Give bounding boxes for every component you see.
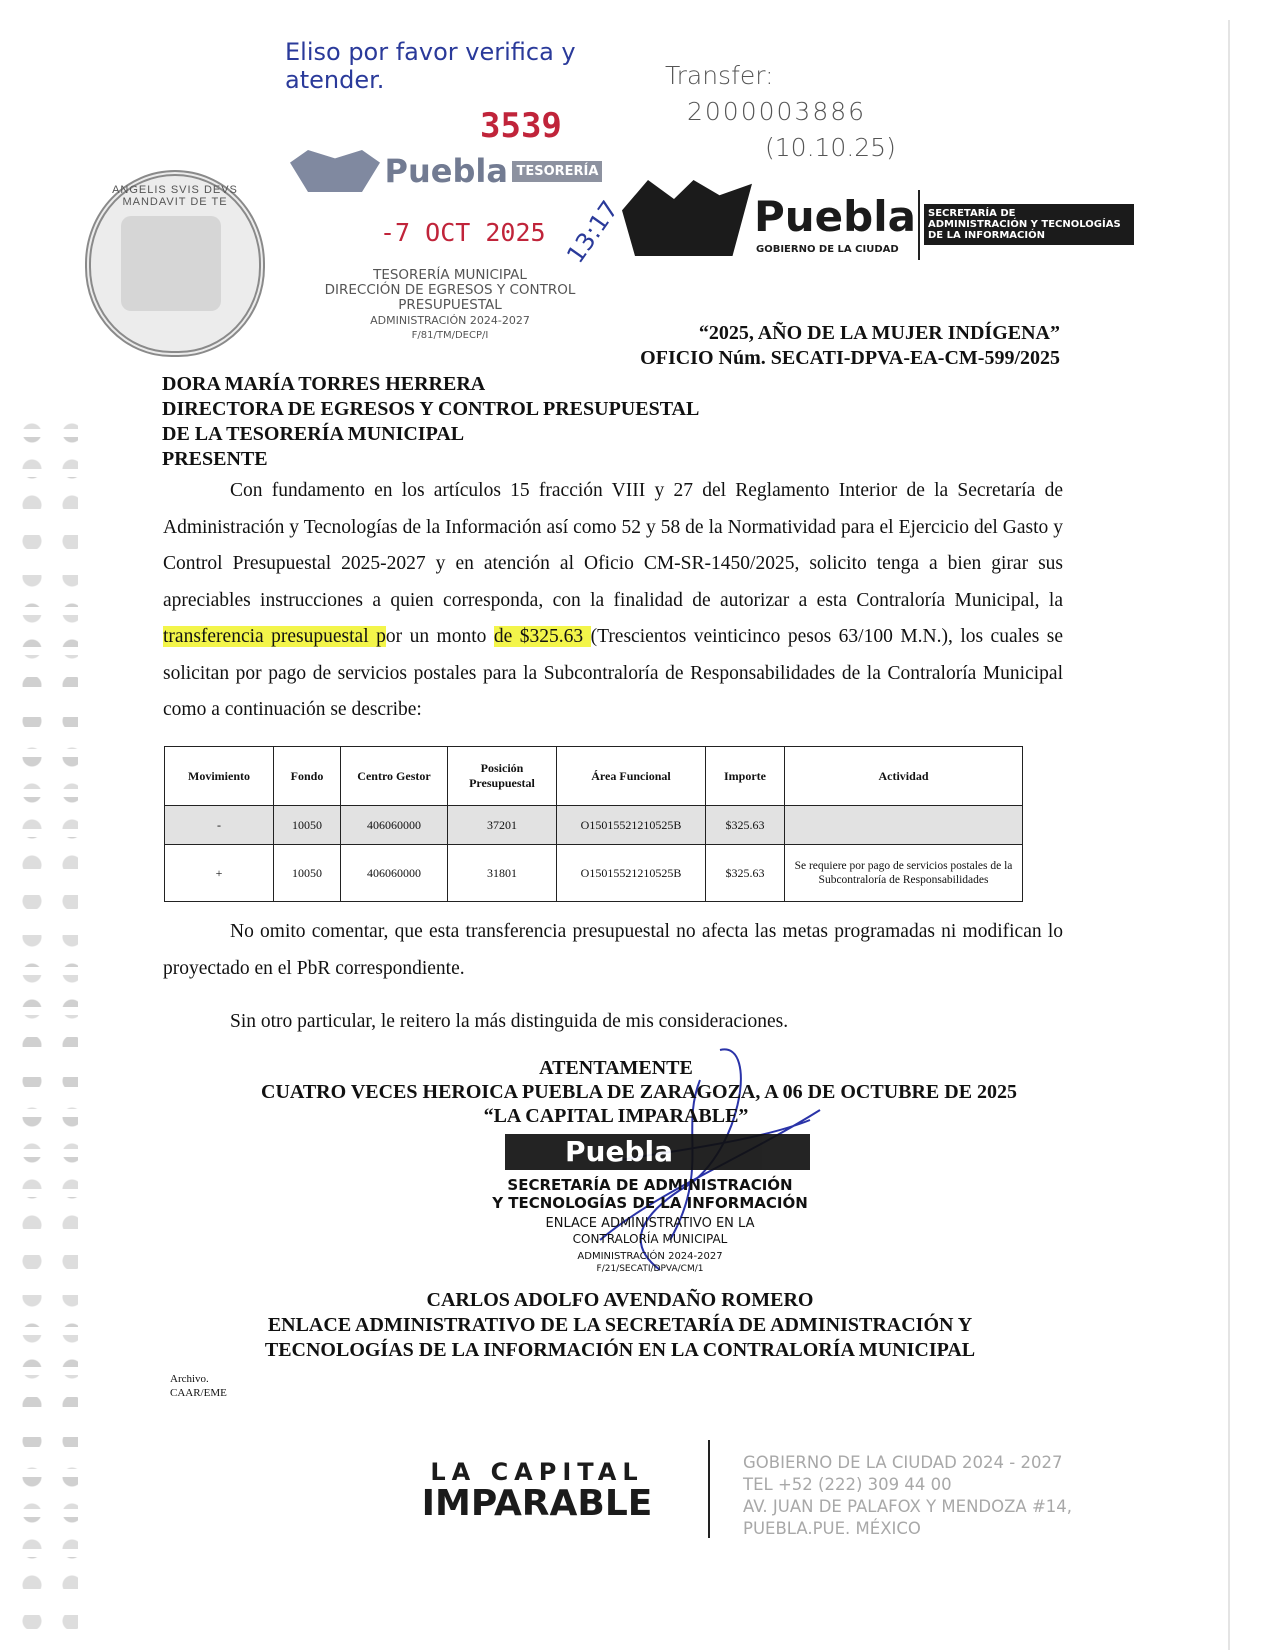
table-header-row xyxy=(165,747,1023,806)
footer-contact xyxy=(743,1452,1072,1540)
highlight-amount: de $325.63 xyxy=(493,626,591,647)
received-date-stamp: -7 OCT 2025 xyxy=(380,218,546,247)
p1-text: (Trescientos veinticinco pesos 63/100 M.N.), los cuales se solicitan por pago de servicios postales para la Subcontraloría de Responsabilidades de la Contraloría Municipal como a continuación se describe: xyxy=(163,626,1063,720)
stamp-line: TESORERÍA MUNICIPAL xyxy=(373,267,527,283)
year-motto: “2025, AÑO DE LA MUJER INDÍGENA” xyxy=(698,322,1060,344)
recipient-presente: PRESENTE xyxy=(162,448,268,470)
atentamente: ATENTAMENTE xyxy=(539,1057,693,1079)
body-paragraph-3: Sin otro particular, le reitero la más distinguida de mis consideraciones. xyxy=(230,1011,789,1032)
stamp-line: DIRECCIÓN DE EGRESOS Y CONTROL xyxy=(324,282,576,298)
cell: $325.63 xyxy=(706,845,785,902)
dept-line: ADMINISTRACIÓN Y TECNOLOGÍAS xyxy=(928,219,1121,230)
received-time: 13:17 xyxy=(561,195,624,269)
signature-stamp-text xyxy=(470,1176,830,1275)
stamp-line: CONTRALORÍA MUNICIPAL xyxy=(572,1232,728,1246)
body-paragraph-2: No omito comentar, que esta transferencia presupuestal no afecta las metas programadas ni modifican lo proyectado en el PbR correspondiente. xyxy=(163,921,1063,979)
stamp-line: Y TECNOLOGÍAS DE LA INFORMACIÓN xyxy=(492,1194,808,1212)
cell: + xyxy=(165,845,274,902)
col-header: Actividad xyxy=(785,747,1023,806)
footer-logo-bottom: IMPARABLE xyxy=(421,1483,653,1524)
puebla-logo-text: Puebla xyxy=(754,192,916,241)
slogan: “LA CAPITAL IMPARABLE” xyxy=(483,1105,749,1127)
transfer-label: Transfer: xyxy=(665,61,774,90)
p1-text: Con fundamento en los artículos 15 fracción VIII y 27 del Reglamento Interior de la Secretaría de Administración y Tecnologías de la Información así como 52 y 58 de la Normatividad para el Ejercicio del Gasto y Control Presupuestal 2025-2027 y en atención al Oficio CM-SR-1450/2025, solicito tenga a bien girar sus apreciables instrucciones a quien corresponda, con la finalidad de autorizar a esta Contraloría Municipal, la xyxy=(163,480,1063,611)
signer-title-line: ENLACE ADMINISTRATIVO DE LA SECRETARÍA DE ADMINISTRACIÓN Y xyxy=(267,1314,973,1336)
cell: 10050 xyxy=(274,845,341,902)
col-header: Movimiento xyxy=(165,747,274,806)
signer-title xyxy=(0,1313,1240,1363)
transfer-date: (10.10.25) xyxy=(765,133,896,162)
cell: Se requiere por pago de servicios postales de la Subcontraloría de Responsabilidades xyxy=(785,845,1023,902)
footer-line: PUEBLA.PUE. MÉXICO xyxy=(743,1519,921,1538)
treasury-logo-brand: Puebla xyxy=(384,152,508,190)
puebla-logo-sub: GOBIERNO DE LA CIUDAD xyxy=(756,244,899,255)
table-row xyxy=(165,806,1023,845)
cell: O15015521210525B xyxy=(557,845,706,902)
archive-ref xyxy=(170,1372,227,1400)
footer-logo-top: LA CAPITAL xyxy=(430,1458,644,1486)
signature-logo-stamp: Puebla xyxy=(505,1134,810,1170)
cell: $325.63 xyxy=(706,806,785,845)
footer-divider xyxy=(708,1440,710,1538)
col-header: Fondo xyxy=(274,747,341,806)
cell: 406060000 xyxy=(341,845,448,902)
transfer-note xyxy=(665,58,896,166)
transfer-number: 2000003886 xyxy=(687,97,867,126)
dept-line: SECRETARÍA DE xyxy=(928,208,1016,219)
archive-initials: CAAR/EME xyxy=(170,1387,227,1399)
treasury-stamp-text xyxy=(300,268,600,343)
transfer-table xyxy=(164,746,1023,902)
archive-label: Archivo. xyxy=(170,1373,209,1385)
signer-title-line: TECNOLOGÍAS DE LA INFORMACIÓN EN LA CONTRALORÍA MUNICIPAL xyxy=(264,1339,976,1361)
footer-line: GOBIERNO DE LA CIUDAD 2024 - 2027 xyxy=(743,1453,1063,1472)
cell: 37201 xyxy=(448,806,557,845)
recipient-title: DIRECTORA DE EGRESOS Y CONTROL PRESUPUESTAL xyxy=(162,398,700,420)
stamp-line: PRESUPUESTAL xyxy=(398,297,502,313)
body-paragraph-1 xyxy=(163,473,1063,729)
seal-emblem xyxy=(121,216,221,311)
city-seal xyxy=(85,170,265,357)
page-edge xyxy=(1228,20,1230,1650)
p1-text: or un monto xyxy=(385,626,494,647)
department-label xyxy=(924,204,1134,245)
table-row xyxy=(165,845,1023,902)
col-header: Centro Gestor xyxy=(341,747,448,806)
cell xyxy=(785,806,1023,845)
footer-logo xyxy=(392,1458,682,1522)
decorative-border xyxy=(20,415,78,1650)
stamp-line: SECRETARÍA DE ADMINISTRACIÓN xyxy=(507,1176,793,1194)
highlight-transfer: transferencia presupuestal p xyxy=(163,626,386,647)
col-header: Importe xyxy=(706,747,785,806)
cell: 406060000 xyxy=(341,806,448,845)
cell: 10050 xyxy=(274,806,341,845)
footer-line: TEL +52 (222) 309 44 00 xyxy=(743,1475,952,1494)
seal-text: ANGELIS SVIS DEVS MANDAVIT DE TE xyxy=(112,184,238,208)
stamp-line: ENLACE ADMINISTRATIVO EN LA xyxy=(545,1216,755,1231)
cell: O15015521210525B xyxy=(557,806,706,845)
stamp-line: F/21/SECATI/DPVA/CM/1 xyxy=(596,1264,704,1274)
col-header: Área Funcional xyxy=(557,747,706,806)
folio-number: 3539 xyxy=(480,106,562,146)
puebla-logo-icon xyxy=(622,180,752,256)
cell: 31801 xyxy=(448,845,557,902)
treasury-logo-stamp: Puebla TESORERÍA xyxy=(290,150,610,195)
stamp-line: ADMINISTRACIÓN 2024-2027 xyxy=(577,1251,723,1262)
place-date: CUATRO VECES HEROICA PUEBLA DE ZARAGOZA, A 06 DE OCTUBRE DE 2025 xyxy=(261,1081,1018,1103)
recipient-dept: DE LA TESORERÍA MUNICIPAL xyxy=(162,423,465,445)
footer-line: AV. JUAN DE PALAFOX Y MENDOZA #14, xyxy=(743,1497,1073,1516)
handwritten-note: Eliso por favor verifica y atender. xyxy=(285,38,576,94)
recipient-block xyxy=(162,372,699,472)
col-header: Posición Presupuestal xyxy=(448,747,557,806)
signer-name: CARLOS ADOLFO AVENDAÑO ROMERO xyxy=(426,1289,814,1311)
cell: - xyxy=(165,806,274,845)
logo-divider xyxy=(918,190,920,260)
dept-line: DE LA INFORMACIÓN xyxy=(928,230,1045,241)
stamp-line: F/81/TM/DECP/I xyxy=(411,330,489,341)
recipient-name: DORA MARÍA TORRES HERRERA xyxy=(162,373,486,395)
oficio-number: OFICIO Núm. SECATI-DPVA-EA-CM-599/2025 xyxy=(640,347,1060,369)
stamp-line: ADMINISTRACIÓN 2024-2027 xyxy=(370,314,530,327)
